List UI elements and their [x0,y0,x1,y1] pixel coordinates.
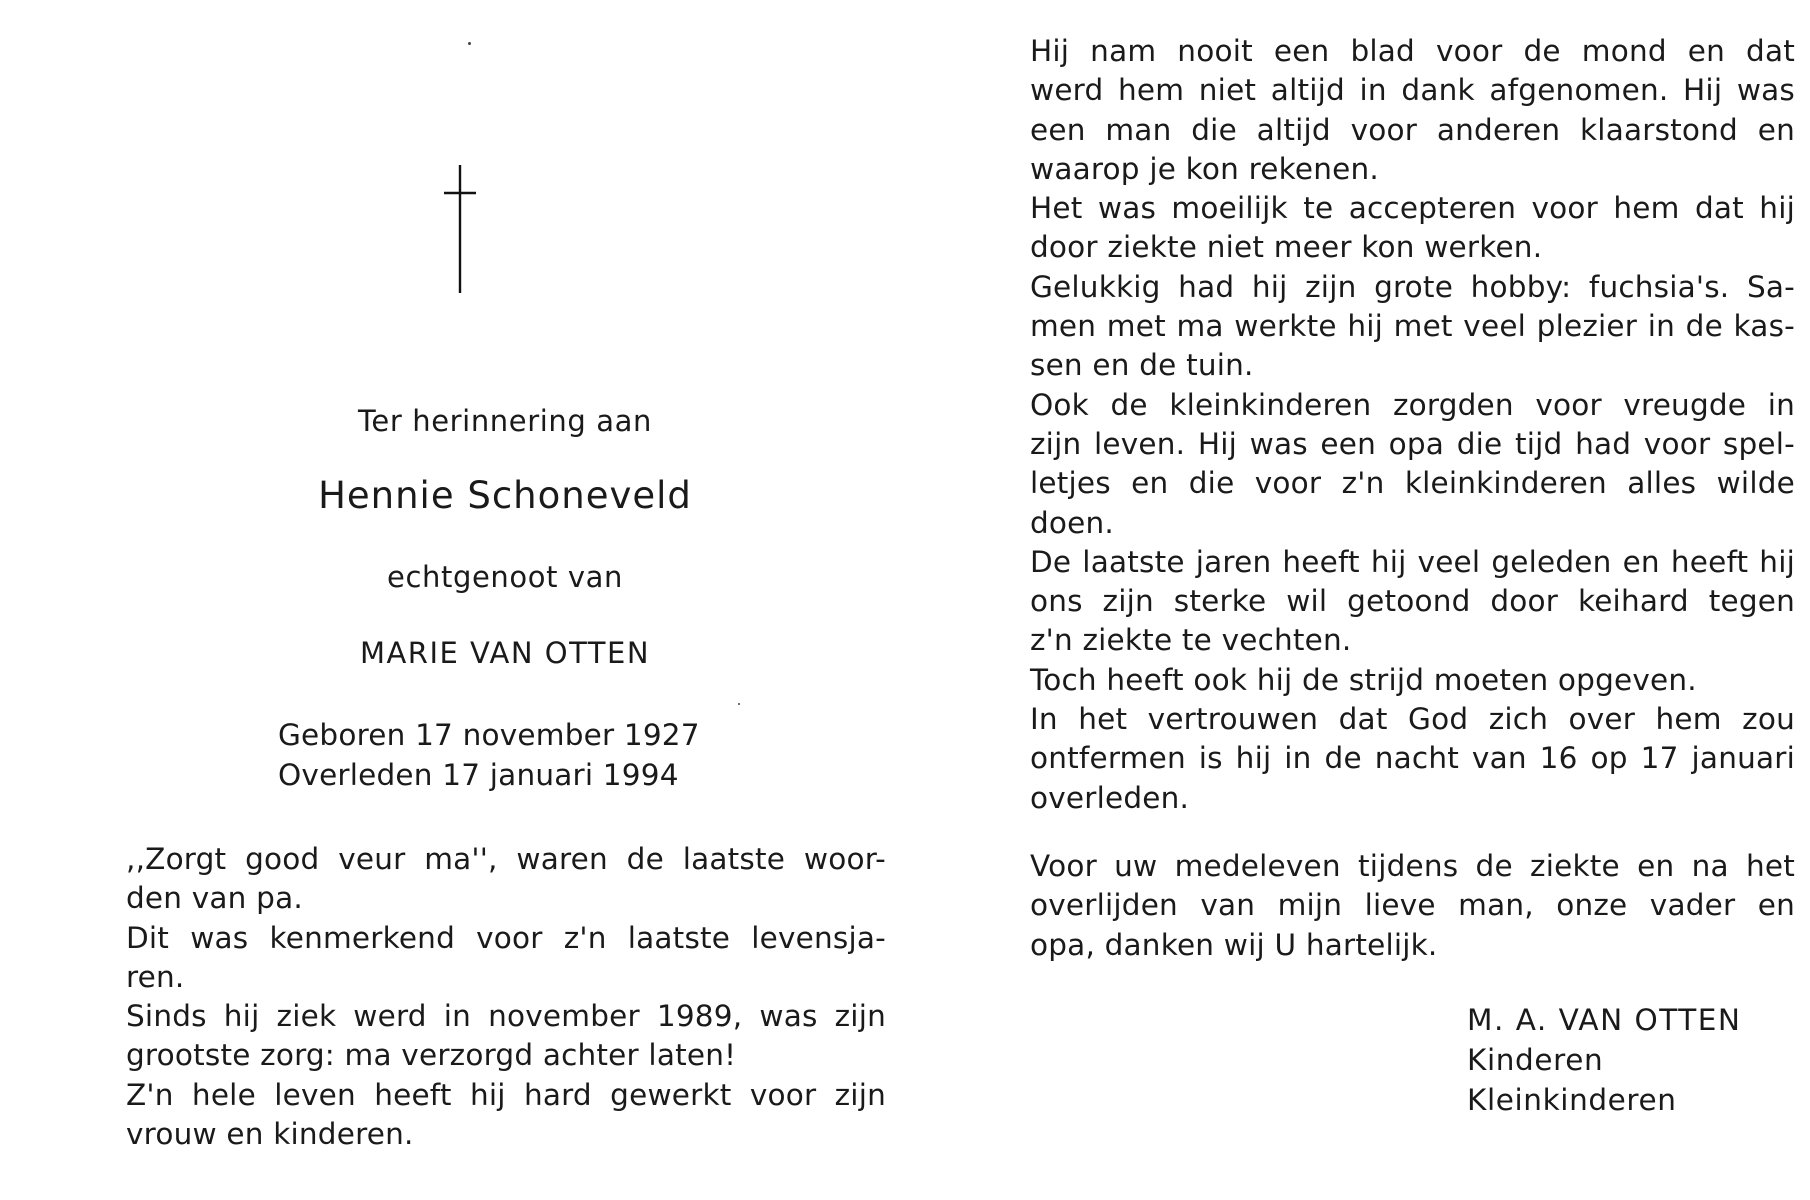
text-line: ontfermen is hij in de nacht van 16 op 17 januari [1030,741,1795,776]
thanks-text [1030,847,1795,965]
text-line: z'n ziekte te vechten. [1030,623,1352,658]
text-line: opa, danken wij U hartelijk. [1030,927,1438,962]
signature-name: M. A. VAN OTTEN [1467,1003,1742,1037]
spouse-name: MARIE VAN OTTEN [359,636,651,670]
text-line: vrouw en kinderen. [126,1117,414,1152]
text-line: zijn leven. Hij was een opa die tijd had voor spel- [1030,426,1795,461]
text-line: overlijden van mijn lieve man, onze vader en [1030,888,1795,923]
life-dates [278,715,700,795]
text-line: door ziekte niet meer kon werken. [1030,230,1543,265]
text-line: overleden. [1030,780,1190,815]
cross-icon [440,165,480,295]
text-line: Dit was kenmerkend voor z'n laatste levensja- [126,920,886,955]
text-line: werd hem niet altijd in dank afgenomen. Hij was [1030,73,1795,108]
text-line: letjes en die voor z'n kleinkinderen alles wilde [1030,466,1795,501]
text-line: Het was moeilijk te accepteren voor hem dat hij [1030,191,1795,226]
intro-label: Ter herinnering aan [358,404,652,438]
dust-speck [738,703,740,705]
text-line: men met ma werkte hij met veel plezier in de kas- [1030,309,1795,344]
left-body-text [126,840,886,1154]
text-line: Toch heeft ook hij de strijd moeten opgeven. [1030,662,1697,697]
signature-block [1467,1000,1742,1120]
text-line: Sinds hij ziek werd in november 1989, was zijn [126,999,886,1034]
right-body-text [1030,32,1795,818]
text-line: In het vertrouwen dat God zich over hem zou [1030,702,1795,737]
text-line: Voor uw medeleven tijdens de ziekte en na het [1030,849,1795,883]
text-line: den van pa. [126,881,303,916]
death-date: Overleden 17 januari 1994 [278,758,679,792]
left-panel [60,0,886,1200]
text-line: ,,Zorgt good veur ma'', waren de laatste woor- [126,842,886,876]
text-line: Ook de kleinkinderen zorgden voor vreugde in [1030,387,1795,422]
signature-line: Kleinkinderen [1467,1083,1677,1117]
text-line: ren. [126,959,185,994]
text-line: waarop je kon rekenen. [1030,151,1379,186]
text-line: sen en de tuin. [1030,348,1254,383]
signature-line: Kinderen [1467,1043,1604,1077]
text-line: Z'n hele leven heeft hij hard gewerkt voor zijn [126,1077,886,1112]
text-line: De laatste jaren heeft hij veel geleden en heeft hij [1030,544,1795,579]
birth-date: Geboren 17 november 1927 [278,718,700,752]
deceased-name: Hennie Schoneveld [318,474,692,517]
text-line: een man die altijd voor anderen klaarstond en [1030,112,1795,147]
text-line: grootste zorg: ma verzorgd achter laten! [126,1038,737,1073]
text-line: Hij nam nooit een blad voor de mond en dat [1030,34,1795,68]
right-panel [1030,0,1795,1200]
text-line: doen. [1030,505,1114,540]
relation-label: echtgenoot van [387,560,623,594]
text-line: ons zijn sterke wil getoond door keihard tegen [1030,584,1795,619]
text-line: Gelukkig had hij zijn grote hobby: fuchsia's. Sa- [1030,269,1795,304]
dust-speck [468,42,471,45]
